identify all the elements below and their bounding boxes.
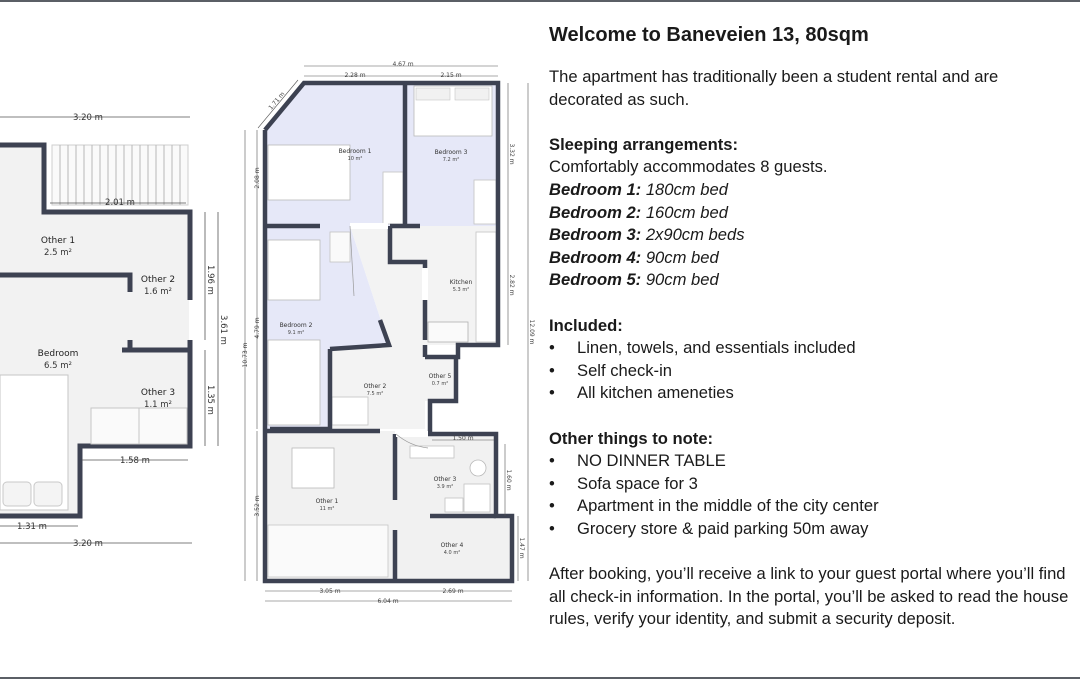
spacer: [549, 292, 1069, 315]
bullet-icon: •: [549, 518, 555, 538]
bedroom-bed: 90cm bed: [645, 247, 719, 267]
right-dim-left-bedroom1: 2.08 m: [254, 167, 261, 189]
bullet-icon: •: [549, 383, 555, 403]
left-dim-right-lower: 1.35 m: [205, 385, 215, 415]
bedroom-label: Bedroom 4:: [549, 247, 642, 267]
right-room-other1-name: Other 1: [315, 498, 339, 505]
right-dim-bottom-right: 2.69 m: [442, 588, 464, 595]
bedroom-label: Bedroom 2:: [549, 202, 642, 222]
right-dim-top-left: 2.28 m: [344, 72, 366, 79]
bedroom-label: Bedroom 3:: [549, 225, 642, 245]
bedroom-line: [549, 224, 1069, 247]
left-dim-bottom-inner: 1.58 m: [120, 456, 150, 466]
sleeping-heading: Sleeping arrangements:: [549, 134, 739, 154]
right-room-bedroom2-name: Bedroom 2: [279, 322, 313, 329]
left-room-other3-area: 1.1 m²: [144, 400, 172, 410]
list-item-text: NO DINNER TABLE: [577, 451, 726, 471]
left-room-other3-name: Other 3: [140, 388, 176, 398]
sleeping-intro: Comfortably accommodates 8 guests.: [549, 157, 828, 177]
listing-description: [549, 20, 1069, 631]
stairs: [52, 145, 188, 205]
bullet-icon: •: [549, 360, 555, 380]
left-room-bedroom-name: Bedroom: [37, 349, 79, 359]
list-item: [549, 360, 1069, 383]
right-room-bedroom1-name: Bedroom 1: [338, 148, 372, 155]
floor-plan-left: [0, 113, 228, 549]
bullet-icon: •: [549, 496, 555, 516]
right-dim-diag: 1.71 m: [267, 90, 287, 112]
list-item-text: Linen, towels, and essentials included: [577, 338, 856, 358]
list-item: [549, 518, 1069, 541]
list-item-text: Apartment in the middle of the city center: [577, 496, 879, 516]
bedroom-line: [549, 269, 1069, 292]
spacer: [549, 405, 1069, 428]
bedroom-line: [549, 179, 1069, 202]
right-room-other5-name: Other 5: [428, 373, 452, 380]
left-room-other1-area: 2.5 m²: [44, 248, 72, 258]
bullet-icon: •: [549, 473, 555, 493]
bedroom-line: [549, 247, 1069, 270]
floor-plan-right: [242, 61, 535, 605]
intro-paragraph: The apartment has traditionally been a student rental and are decorated as such.: [549, 67, 999, 109]
list-item-text: Grocery store & paid parking 50m away: [577, 518, 869, 538]
bedroom-label: Bedroom 5:: [549, 270, 642, 290]
bullet-icon: •: [549, 451, 555, 471]
right-room-other1-area: 11 m²: [319, 506, 335, 512]
right-room-other2-area: 7.5 m²: [366, 391, 384, 397]
right-dim-right-total: 12.09 m: [528, 319, 535, 345]
bedroom-bed: 2x90cm beds: [645, 225, 745, 245]
right-dim-left-other1: 3.52 m: [254, 495, 261, 517]
list-item: [549, 337, 1069, 360]
bullet-icon: •: [549, 338, 555, 358]
bedroom-bed: 90cm bed: [645, 270, 719, 290]
included-heading: Included:: [549, 315, 623, 335]
after-booking-paragraph: After booking, you’ll receive a link to your guest portal where you’ll find all check-in information. In the portal, you’ll be asked to read the house rules, verify your identity, and submit a security deposit.: [549, 564, 1069, 629]
right-room-other3-area: 3.9 m²: [436, 484, 454, 490]
left-dim-inner: 2.01 m: [105, 198, 135, 208]
right-room-bedroom1-area: 10 m²: [347, 156, 363, 162]
right-room-kitchen-area: 5.3 m²: [452, 287, 470, 293]
right-room-kitchen-name: Kitchen: [449, 279, 473, 286]
list-item-text: Sofa space for 3: [577, 473, 698, 493]
right-room-bedroom3-area: 7.2 m²: [442, 157, 460, 163]
bedroom-label: Bedroom 1:: [549, 179, 642, 199]
list-item: [549, 382, 1069, 405]
list-item: [549, 495, 1069, 518]
right-dim-bottom-total: 6.04 m: [377, 598, 399, 605]
right-room-bedroom2-area: 9.1 m²: [287, 330, 305, 336]
list-item: [549, 450, 1069, 473]
left-dim-bottom-small: 1.31 m: [17, 522, 47, 532]
list-item-text: All kitchen ameneties: [577, 383, 734, 403]
left-room-other2-name: Other 2: [140, 275, 176, 285]
spacer: [549, 111, 1069, 134]
right-room-other2-name: Other 2: [363, 383, 387, 390]
left-dim-right-total: 3.61 m: [218, 315, 228, 345]
list-item: [549, 473, 1069, 496]
bedroom-bed: 180cm bed: [645, 179, 728, 199]
right-dim-other3-top: 1.50 m: [452, 435, 474, 442]
bedroom-list: [549, 179, 1069, 292]
right-room-other3-name: Other 3: [433, 476, 457, 483]
right-dim-left-bedroom2: 4.79 m: [254, 317, 261, 339]
listing-title: Welcome to Baneveien 13, 80sqm: [549, 24, 869, 46]
right-dim-top-right: 2.15 m: [440, 72, 462, 79]
right-dim-left-total: 10.73 m: [242, 342, 249, 368]
left-dim-bottom-total: 3.20 m: [73, 539, 103, 549]
right-dim-right-bedroom3: 3.32 m: [508, 143, 515, 165]
left-room-other2-area: 1.6 m²: [144, 287, 172, 297]
right-dim-right-kitchen: 2.82 m: [508, 274, 515, 296]
notes-list: [549, 450, 1069, 540]
included-list: [549, 337, 1069, 405]
right-dim-top-total: 4.67 m: [392, 61, 414, 68]
bedroom-line: [549, 202, 1069, 225]
bedroom-bed: 160cm bed: [645, 202, 728, 222]
right-dim-right-other4: 1.47 m: [518, 537, 525, 559]
right-dim-right-other3: 1.60 m: [505, 469, 512, 491]
right-room-other4-area: 4.0 m²: [443, 550, 461, 556]
left-dim-top: 3.20 m: [73, 113, 103, 123]
left-room-other1-name: Other 1: [40, 236, 76, 246]
right-room-bedroom3-name: Bedroom 3: [434, 149, 468, 156]
left-dim-right-upper: 1.96 m: [205, 265, 215, 295]
list-item-text: Self check-in: [577, 360, 672, 380]
right-room-other5-area: 0.7 m²: [431, 381, 449, 387]
right-room-other4-name: Other 4: [440, 542, 464, 549]
left-room-bedroom-area: 6.5 m²: [44, 361, 72, 371]
spacer: [549, 540, 1069, 563]
right-dim-bottom-left: 3.05 m: [319, 588, 341, 595]
notes-heading: Other things to note:: [549, 428, 714, 448]
